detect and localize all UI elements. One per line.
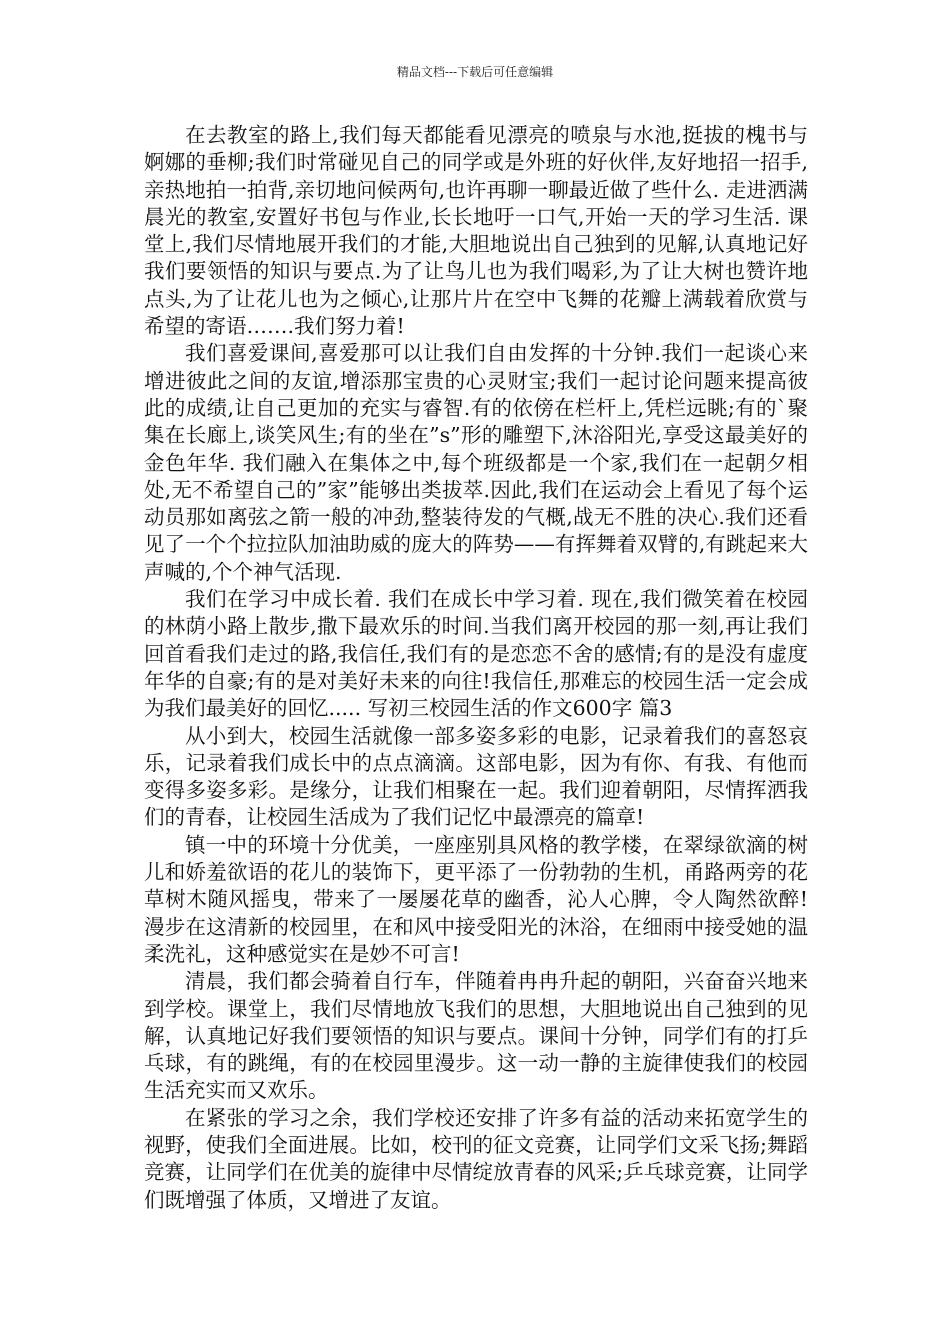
paragraph-5: 镇一中的环境十分优美，一座座别具风格的教学楼，在翠绿欲滴的树儿和娇羞欲语的花儿的装饰下，更平添了一份勃勃的生机，甬路两旁的花草树木随风摇曳，带来了一屡屡花草的幽香，沁人心脾，令人陶然欲醉!漫步在这清新的校园里，在和风中接受阳光的沐浴，在细雨中接受她的温柔洗礼，这种感觉实在是妙不可言!	[144, 832, 808, 966]
paragraph-7: 在紧张的学习之余，我们学校还安排了许多有益的活动来拓宽学生的视野，使我们全面进展。比如，校刊的征文竞赛，让同学们文采飞扬;舞蹈竞赛，让同学们在优美的旋律中尽情绽放青春的风采;乒乓球竞赛，让同学们既增强了体质，又增进了友谊。	[144, 1105, 808, 1212]
paragraph-4: 从小到大，校园生活就像一部多姿多彩的电影，记录着我们的喜怒哀乐，记录着我们成长中的点点滴滴。这部电影，因为有你、有我、有他而变得多姿多彩。是缘分，让我们相聚在一起。我们迎着朝阳，尽情挥洒我们的青春，让校园生活成为了我们记忆中最漂亮的篇章!	[144, 723, 808, 830]
document-body	[144, 122, 808, 1214]
page-header: 精品文档---下载后可任意编辑	[396, 65, 554, 79]
paragraph-6: 清晨，我们都会骑着自行车，伴随着冉冉升起的朝阳，兴奋奋兴地来到学校。课堂上，我们尽情地放飞我们的思想，大胆地说出自己独到的见解，认真地记好我们要领悟的知识与要点。课间十分钟，同学们有的打乒乓球，有的跳绳，有的在校园里漫步。这一动一静的主旋律使我们的校园生活充实而又欢乐。	[144, 969, 808, 1103]
paragraph-2: 我们喜爱课间,喜爱那可以让我们自由发挥的十分钟.我们一起谈心来增进彼此之间的友谊,增添那宝贵的心灵财宝;我们一起讨论问题来提高彼此的成绩,让自己更加的充实与睿智.有的依傍在栏杆上,凭栏远眺;有的`聚集在长廊上,谈笑风生;有的坐在”s”形的雕塑下,沐浴阳光,享受这最美好的金色年华. 我们融入在集体之中,每个班级都是一个家,我们在一起朝夕相处,无不希望自己的”家”能够出类拔萃.因此,我们在运动会上看见了每个运动员那如离弦之箭一般的冲劲,整装待发的气概,战无不胜的决心.我们还看见了一个个拉拉队加油助威的庞大的阵势——有挥舞着双臂的,有跳起来大声喊的,个个神气活现.	[144, 341, 808, 584]
paragraph-1: 在去教室的路上,我们每天都能看见漂亮的喷泉与水池,挺拔的槐书与婀娜的垂柳;我们时常碰见自己的同学或是外班的好伙伴,友好地招一招手,亲热地拍一拍背,亲切地问候两句,也许再聊一聊最近做了些什么. 走进洒满晨光的教室,安置好书包与作业,长长地吁一口气,开始一天的学习生活. 课堂上,我们尽情地展开我们的才能,大胆地说出自己独到的见解,认真地记好我们要领悟的知识与要点.为了让鸟儿也为我们喝彩,为了让大树也赞许地点头,为了让花儿也为之倾心,让那片片在空中飞舞的花瓣上满载着欣赏与希望的寄语…….我们努力着!	[144, 123, 808, 339]
paragraph-3: 我们在学习中成长着. 我们在成长中学习着. 现在,我们微笑着在校园的林荫小路上散步,撒下最欢乐的时间.当我们离开校园的那一刻,再让我们回首看我们走过的路,我信任,我们有的是恋恋不舍的感情;有的是没有虚度年华的自豪;有的是对美好未来的向往!我信任,那难忘的校园生活一定会成为我们最美好的回忆..... 写初三校园生活的作文600字 篇3	[144, 587, 808, 721]
